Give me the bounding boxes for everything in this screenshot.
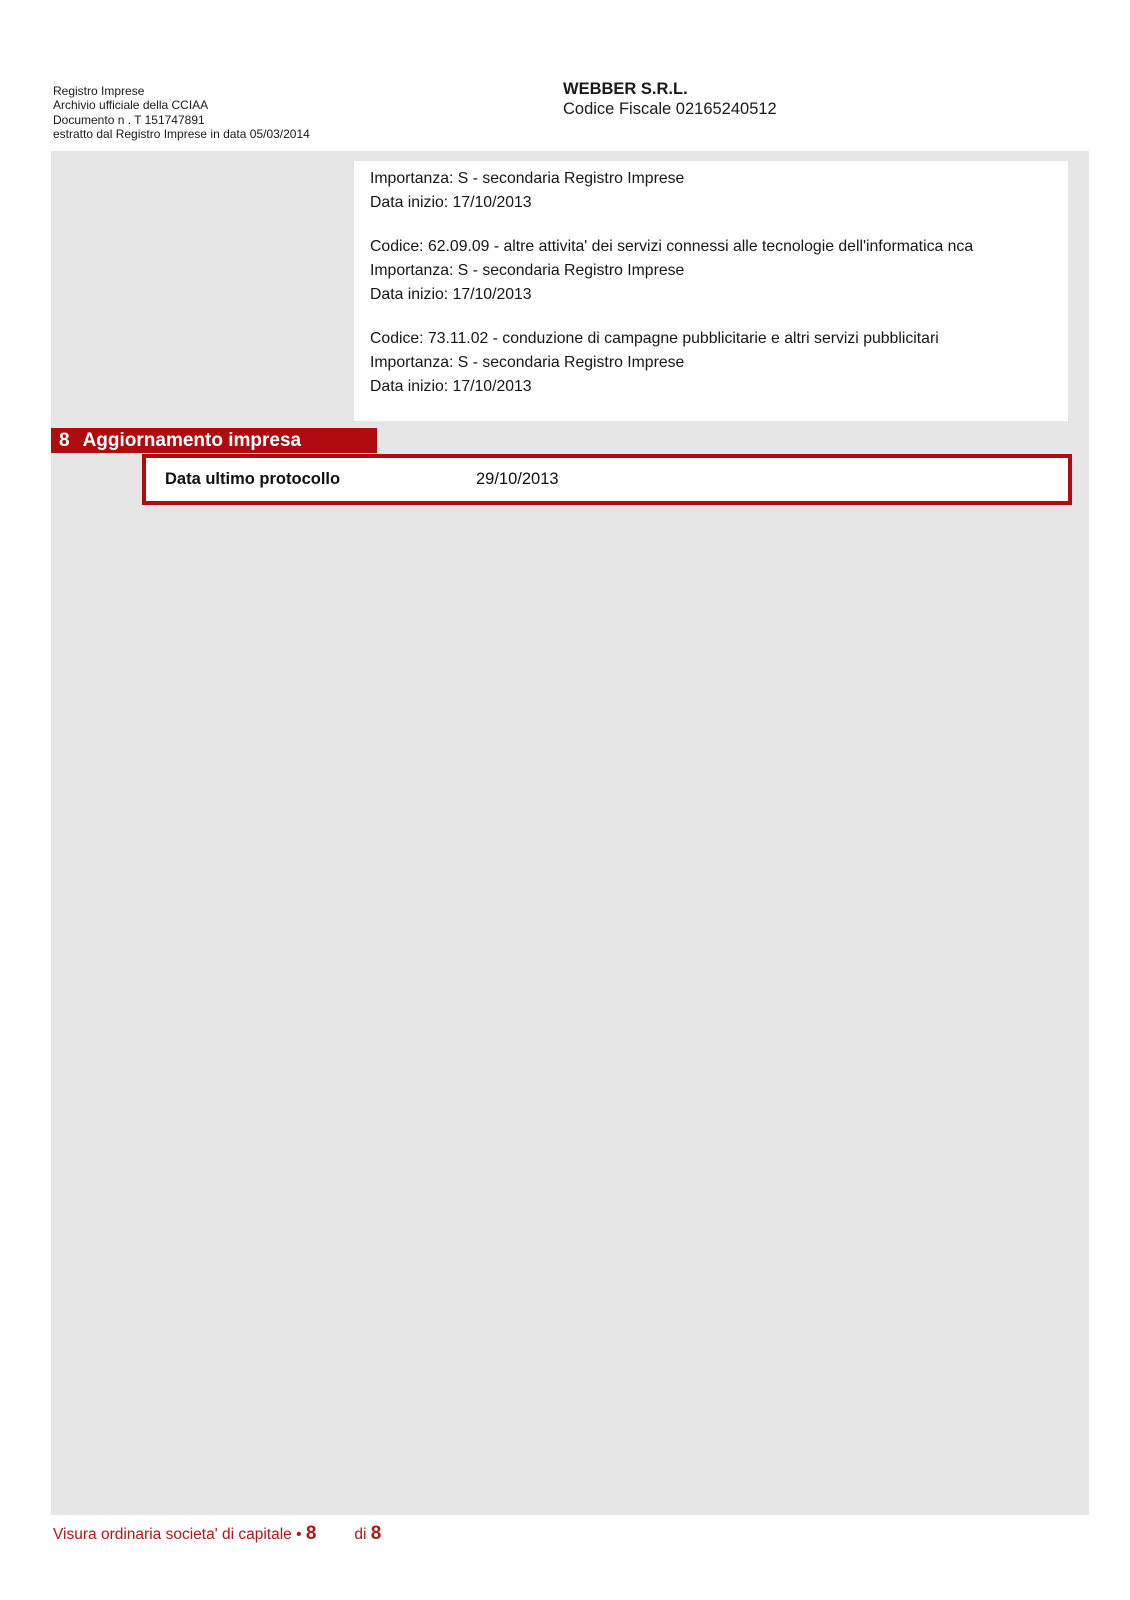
- protocol-label: Data ultimo protocollo: [165, 470, 341, 488]
- footer-of-label: di: [354, 1526, 367, 1543]
- registry-header: [53, 84, 310, 141]
- section-header-aggiornamento-impresa: [51, 428, 377, 453]
- activity-blocks: [354, 161, 1068, 399]
- activity-block: [370, 235, 1060, 307]
- footer-doc-type: Visura ordinaria societa' di capitale: [53, 1526, 292, 1543]
- activity-line: Importanza: S - secondaria Registro Imprese: [370, 170, 685, 187]
- registry-header-line: Registro Imprese: [53, 84, 145, 98]
- footer-total-pages: 8: [370, 1523, 382, 1544]
- activity-block: [370, 167, 1060, 215]
- activity-line: Data inizio: 17/10/2013: [370, 194, 532, 211]
- activity-line: Data inizio: 17/10/2013: [370, 378, 532, 395]
- section-number: 8: [59, 429, 70, 451]
- fiscal-code: Codice Fiscale 02165240512: [563, 100, 777, 118]
- activity-line: Importanza: S - secondaria Registro Imprese: [370, 354, 685, 371]
- document-number-line: Documento n . T 151747891: [53, 112, 205, 127]
- company-header: [563, 79, 777, 119]
- activity-line: Codice: 62.09.09 - altre attivita' dei servizi connessi alle tecnologie dell'informatica nca: [370, 238, 974, 255]
- activity-line: Importanza: S - secondaria Registro Imprese: [370, 262, 685, 279]
- activity-line: Data inizio: 17/10/2013: [370, 286, 532, 303]
- protocol-value: 29/10/2013: [476, 470, 559, 488]
- bullet-separator: •: [296, 1526, 302, 1543]
- page-footer: [53, 1523, 381, 1545]
- company-name: WEBBER S.R.L.: [563, 80, 688, 98]
- extract-date-line: estratto dal Registro Imprese in data 05/03/2014: [53, 126, 310, 141]
- content-panel: [354, 161, 1068, 421]
- section-title: Aggiornamento impresa: [82, 429, 302, 451]
- footer-page-number: 8: [305, 1523, 317, 1544]
- activity-line: Codice: 73.11.02 - conduzione di campagne pubblicitarie e altri servizi pubblicitari: [370, 330, 939, 347]
- protocol-box: [142, 454, 1072, 505]
- activity-block: [370, 327, 1060, 399]
- registry-header-line: Archivio ufficiale della CCIAA: [53, 98, 209, 113]
